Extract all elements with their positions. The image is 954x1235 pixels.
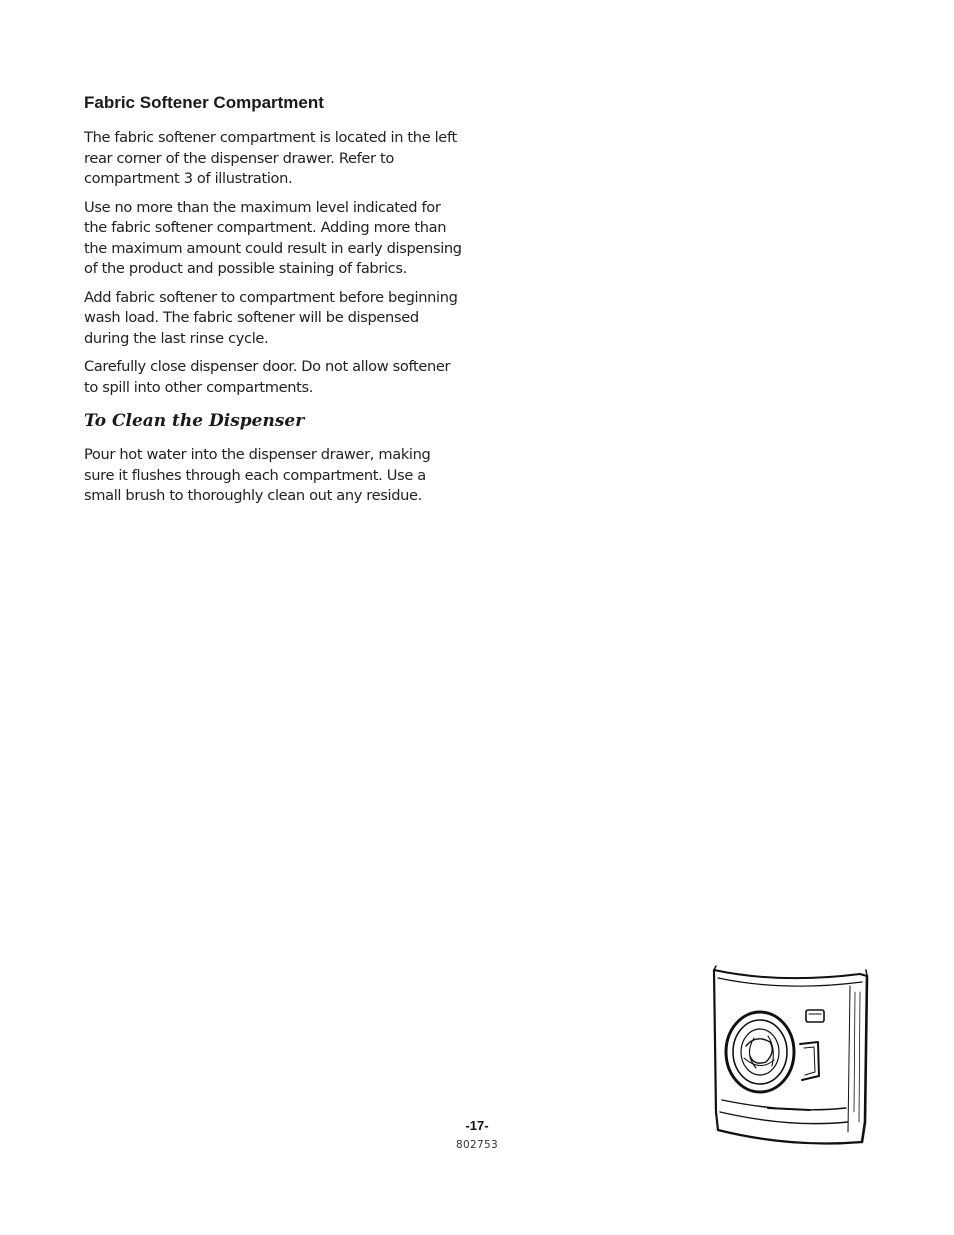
page-number: -17- <box>465 1118 489 1133</box>
paragraph-max-level: Use no more than the maximum level indicated for the fabric softener compartment. Adding more than the maximum amount could result in early dispensing of the product and possible staining of fabrics. <box>84 198 462 277</box>
washing-machine-icon <box>710 962 872 1158</box>
cleaning-heading: To Clean the Dispenser <box>84 411 305 431</box>
paragraph-location: The fabric softener compartment is located in the left rear corner of the dispenser drawer. Refer to compartment 3 of illustration. <box>84 129 457 187</box>
paragraph-add-softener: Add fabric softener to compartment before beginning wash load. The fabric softener will be dispensed during the last rinse cycle. <box>84 288 458 347</box>
paragraph-close-door: Carefully close dispenser door. Do not allow softener to spill into other compartments. <box>84 358 451 396</box>
content-column <box>84 92 464 515</box>
section-heading: Fabric Softener Compartment <box>84 93 324 112</box>
paragraph-cleaning: Pour hot water into the dispenser drawer, making sure it flushes through each compartment. Use a small brush to thoroughly clean out any residue. <box>84 446 431 504</box>
document-code: 802753 <box>456 1139 498 1151</box>
